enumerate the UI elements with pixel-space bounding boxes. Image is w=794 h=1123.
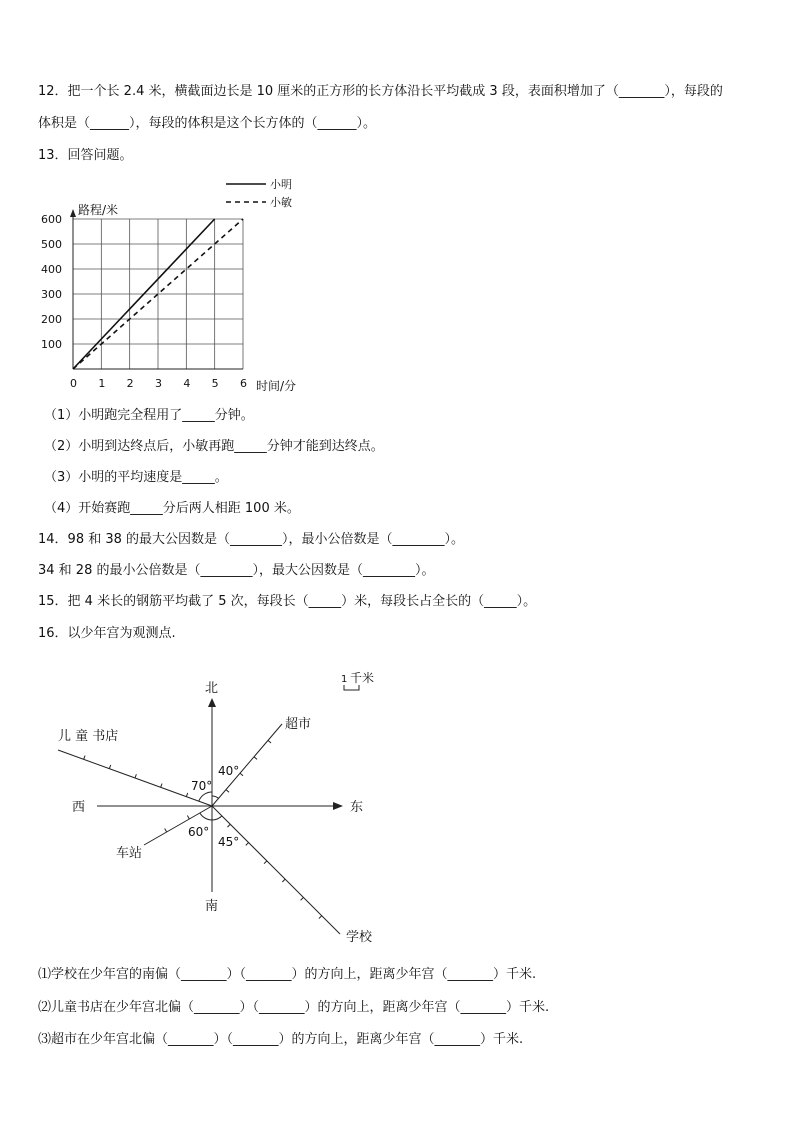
x-tick-label: 5: [211, 377, 219, 390]
school-label: 学校: [346, 930, 373, 945]
school-ray-tick: [246, 843, 249, 846]
bookstore-ray-tick: [109, 765, 110, 769]
q14-line1: 14．98 和 38 的最大公因数是（________），最小公倍数是（________）。: [38, 532, 465, 547]
q16-title: 16．以少年宫为观测点.: [38, 626, 176, 641]
y-tick-label: 400: [41, 263, 62, 276]
bookstore-ray-tick: [84, 756, 85, 760]
bookstore-ray-tick: [161, 784, 162, 788]
station-ray-tick: [187, 816, 189, 819]
angle-70-arc: [199, 792, 212, 801]
y-tick-label: 600: [41, 213, 62, 226]
q13-sub4: （4）开始赛跑_____分后两人相距 100 米。: [44, 501, 300, 516]
y-tick-label: 100: [41, 338, 62, 351]
q16-sub2: ⑵儿童书店在少年宫北偏（_______）（_______）的方向上，距离少年宫（_______）千米.: [38, 1000, 550, 1015]
x-tick-label: 2: [126, 377, 134, 390]
q13-title: 13．回答问题。: [38, 148, 133, 163]
q15-line1: 15．把 4 米长的钢筋平均截了 5 次，每段长（_____）米，每段长占全长的（_____）。: [38, 594, 537, 609]
supermarket-ray-tick: [254, 757, 257, 760]
school-ray-tick: [319, 916, 322, 919]
east-label: 东: [350, 800, 364, 815]
supermarket-label: 超市: [285, 717, 312, 732]
bookstore-label: 儿 童 书店: [58, 729, 119, 744]
angle-60-label: 60°: [188, 825, 210, 839]
scale-unit: 千米: [350, 671, 375, 685]
q13-sub1: （1）小明跑完全程用了_____分钟。: [44, 408, 254, 423]
chart-legend: [226, 177, 292, 209]
west-label: 西: [72, 800, 86, 815]
q14-line2: 34 和 28 的最小公倍数是（________），最大公因数是（________）。: [38, 563, 435, 578]
x-tick-label: 4: [183, 377, 191, 390]
bookstore-ray-tick: [135, 774, 136, 778]
distance-time-chart: [30, 170, 330, 395]
scale-bar: [344, 685, 359, 690]
x-tick-label: 0: [70, 377, 77, 390]
y-axis-arrow: [70, 209, 76, 217]
scale-number: 1: [341, 674, 348, 685]
q12-line2: 体积是（______），每段的体积是这个长方体的（______）。: [38, 116, 377, 131]
x-tick-label: 3: [155, 377, 162, 390]
school-ray-tick: [282, 879, 285, 882]
direction-map: [0, 660, 794, 950]
supermarket-ray-tick: [240, 773, 243, 776]
station-label: 车站: [116, 846, 143, 861]
angle-60-arc: [200, 813, 212, 820]
bookstore-ray-tick: [186, 793, 187, 797]
supermarket-ray-tick: [226, 790, 229, 793]
angle-40-label: 40°: [218, 764, 240, 778]
east-arrow-head: [333, 802, 343, 810]
q16-sub3: ⑶超市在少年宫北偏（_______）（_______）的方向上，距离少年宫（_______）千米.: [38, 1032, 524, 1047]
school-ray: [212, 806, 340, 934]
school-ray-tick: [301, 897, 304, 900]
q12-line1: 12．把一个长 2.4 米，横截面边长是 10 厘米的正方形的长方体沿长平均截成 3 段，表面积增加了（_______），每段的: [38, 84, 723, 99]
chart-y-axis-label: 路程/米: [78, 203, 119, 217]
angle-70-label: 70°: [191, 779, 213, 793]
legend-label: 小明: [270, 178, 292, 191]
q13-sub3: （3）小明的平均速度是_____。: [44, 470, 228, 485]
school-ray-tick: [264, 861, 267, 864]
station-ray-tick: [165, 829, 167, 832]
y-tick-label: 500: [41, 238, 62, 251]
north-label: 北: [205, 681, 219, 696]
south-label: 南: [205, 899, 219, 914]
y-tick-label: 300: [41, 288, 62, 301]
angle-40-arc: [212, 796, 218, 798]
q13-sub2: （2）小明到达终点后，小敏再跑_____分钟才能到达终点。: [44, 439, 384, 454]
x-tick-label: 6: [240, 377, 247, 390]
legend-label: 小敏: [270, 196, 292, 209]
chart-x-axis-label: 时间/分: [256, 379, 297, 393]
north-arrow-head: [208, 698, 216, 707]
angle-45-arc: [212, 816, 222, 820]
q16-sub1: ⑴学校在少年宫的南偏（_______）（_______）的方向上，距离少年宫（_______）千米.: [38, 967, 537, 982]
angle-45-label: 45°: [218, 835, 240, 849]
chart-ticks: [41, 213, 247, 390]
y-tick-label: 200: [41, 313, 62, 326]
supermarket-ray-tick: [268, 740, 271, 743]
school-ray-tick: [227, 824, 230, 827]
x-tick-label: 1: [98, 377, 106, 390]
